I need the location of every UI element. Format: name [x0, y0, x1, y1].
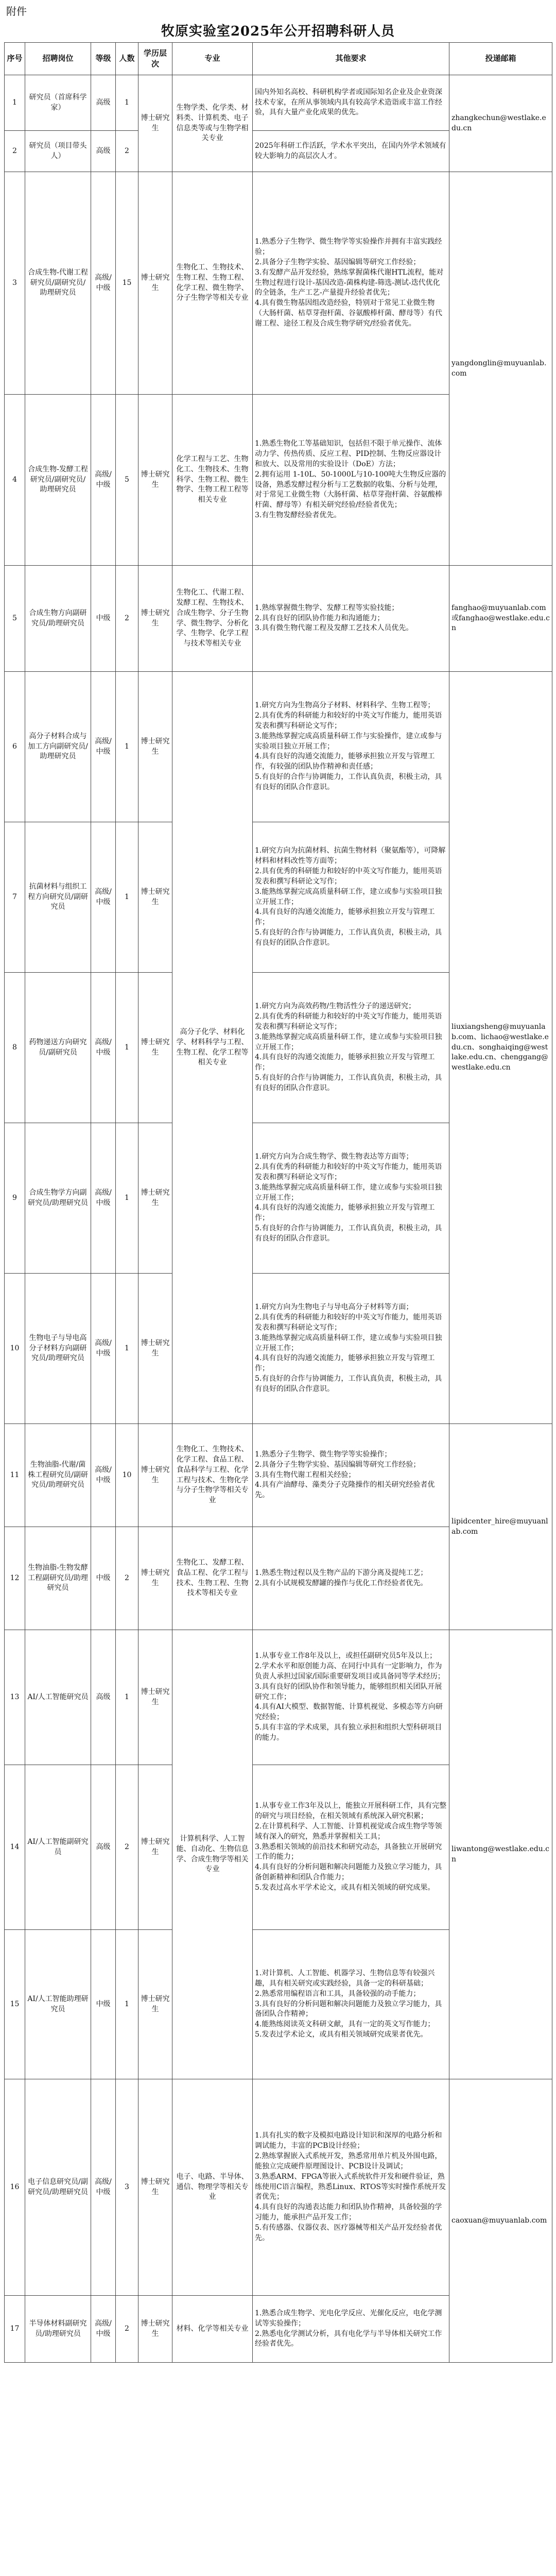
major: 高分子化学、材料化学、材料科学与工程、生物工程、化学工程等相关专业: [172, 672, 253, 1424]
header-cell: 招聘岗位: [25, 43, 91, 75]
requirement-item: 2.具有优秀的科研能力和较好的中英文写作能力，能用英语发表和撰写科研论文写作；: [255, 1012, 442, 1031]
education-level: 博士研究生: [138, 1765, 172, 1930]
post-count: 15: [116, 172, 138, 395]
requirements: 2025年科研工作活跃，学术水平突出，在国内外学术领域有较大影响力的高层次人才。: [253, 131, 449, 172]
education-level: 博士研究生: [138, 1930, 172, 2079]
requirement-item: 4.具有良好的沟通交流能力，能够承担独立开发与管理工作；: [255, 908, 435, 927]
row-number: 9: [5, 1123, 25, 1274]
requirement-item: 1.熟悉合成生物学、光电化学反应、光催化反应，电化学测试等实验操作；: [255, 2309, 442, 2328]
post-name: 半导体材料副研究员/助理研究员: [25, 2296, 91, 2363]
requirement-item: 1.对计算机、人工智能、机器学习、生物信息等有较强兴趣，具有相关研究或实践经验，具备一定的科研基础；: [255, 1969, 435, 1988]
row-number: 8: [5, 973, 25, 1123]
requirement-item: 4.具有微生物基因组改造经验，特别对于常见工业微生物（大肠杆菌、枯草芽孢杆菌、谷氨酸棒杆菌、酵母等）有代谢工程、途径工程及合成生物学研究/经验者优先。: [255, 299, 442, 328]
requirement-item: 1.熟练掌握微生物学、发酵工程等实验技能；: [255, 603, 399, 612]
requirement-item: 1.研究方向为生物电子与导电高分子材料等方面；: [255, 1303, 413, 1312]
row-number: 11: [5, 1424, 25, 1527]
requirement-item: 2.拥有运用 1-10L、50-1000L与10-100吨大生物反应器的设备，熟悉发酵过程分析与工艺数据的收集、分析与处理，对于常见工业微生物（大肠杆菌、枯草芽孢杆菌、谷氨酸棒杆菌、酵母等）有相关研究经验/经验者优先；: [255, 470, 446, 510]
requirement-item: 3.熟悉相关领域的前沿技术和研究动态，具备独立开展研究工作的能力；: [255, 1842, 442, 1861]
post-level: 高级/中级: [91, 2296, 116, 2363]
post-name: 合成生物-发酵工程研究员/副研究员/助理研究员: [25, 395, 91, 566]
requirement-item: 2.具有良好的团队协作能力和沟通能力；: [255, 614, 385, 622]
requirement-item: 2.具备分子生物学实验、基因编辑等研究工作经验；: [255, 1460, 421, 1469]
requirement-item: 4.能熟练阅读英文科研文献，具有一定的英文写作能力；: [255, 2020, 435, 2029]
requirement-item: 3.具有良好的分析问题和解决问题能力及独立学习能力，具备团队合作精神；: [255, 1999, 442, 2019]
requirement-item: 5.有良好的合作与协调能力，工作认真负责，积极主动，具有良好的团队合作意识。: [255, 1375, 442, 1394]
requirement-item: 4.具有产油酵母、藻类分子克隆操作的相关研究经验者优先。: [255, 1481, 435, 1500]
table-header-row: [5, 43, 552, 75]
requirement-item: 3.具有微生物代谢工程及发酵工艺技术人员优先。: [255, 624, 413, 633]
requirements: [253, 1527, 449, 1630]
requirement-item: 2.具有优秀的科研能力和较好的中英文写作能力，能用英语发表和撰写科研论文写作；: [255, 1313, 442, 1332]
header-cell: 学历层次: [138, 43, 172, 75]
requirements: [253, 2296, 449, 2363]
requirements: 国内外知名高校、科研机构学者或国际知名企业及企业资深技术专家，在所从事领域内具有较高学术造诣或丰富工作经验，具有大量产业化成果的优先。: [253, 75, 449, 131]
requirement-item: 2.熟悉常用编程语言和工具，具备较强的动手能力；: [255, 1989, 421, 1998]
post-level: 高级: [91, 131, 116, 172]
row-number: 17: [5, 2296, 25, 2363]
post-level: 中级: [91, 1527, 116, 1630]
major: 化学工程与工艺、生物化工、生物技术、生物科学、生物工程、微生物学、生物工程工程等相关专业: [172, 395, 253, 566]
recruitment-table: [4, 42, 552, 2363]
post-name: 生物油脂-代谢/菌株工程研究员/副研究员/助理研究员: [25, 1424, 91, 1527]
table-row: [5, 566, 552, 672]
table-row: [5, 672, 552, 822]
requirement-item: 3.能熟练掌握完成高质量科研工作，建立或参与实验项目独立开展工作；: [255, 1183, 442, 1202]
requirement-item: 1.熟悉分子生物学、微生物学等实验操作并拥有丰富实践经验；: [255, 238, 442, 256]
table-row: [5, 1424, 552, 1527]
header-cell: 其他要求: [253, 43, 449, 75]
requirement-item: 1.研究方向为高效药物/生物活性分子的递送研究；: [255, 1002, 416, 1011]
email[interactable]: zhangkechun@westlake.edu.cn: [449, 75, 552, 172]
email[interactable]: fanghao@muyuanlab.com或fanghao@westlake.edu.cn: [449, 566, 552, 672]
row-number: 1: [5, 75, 25, 131]
requirement-item: 3.有发酵产品开发经验，熟练掌握菌株代谢HTL流程，能对生物过程进行设计-基因改造-菌株构建-筛选-测试-迭代优化的全链条，生产工艺-产量提升经验者优先；: [255, 268, 444, 297]
post-count: 2: [116, 2296, 138, 2363]
education-level: 博士研究生: [138, 1274, 172, 1424]
post-level: 高级/中级: [91, 822, 116, 973]
post-count: 1: [116, 822, 138, 973]
requirements: [253, 1123, 449, 1274]
post-name: 研究员（首席科学家）: [25, 75, 91, 131]
requirement-item: 3.具有生物代谢工程相关经验；: [255, 1470, 356, 1479]
requirement-item: 2.学术水平和原创能力高、在同行中具有一定影响力，作为负责人承担过国家/国际重要研发项目或具备同等学术经历；: [255, 1662, 445, 1681]
post-level: 高级: [91, 1630, 116, 1765]
post-level: 高级/中级: [91, 2079, 116, 2296]
major: 生物化工、发酵工程、食品工程、化学工程与技术、生物工程、生物技术等相关专业: [172, 1527, 253, 1630]
row-number: 12: [5, 1527, 25, 1630]
requirement-item: 4.具有良好的沟通交流能力，能够承担独立开发与管理工作；: [255, 1053, 435, 1072]
requirement-item: 4.具有良好的沟通交流能力，能够承担独立开发与管理工作；: [255, 1204, 435, 1223]
requirements: [253, 1930, 449, 2079]
post-name: 研究员（项目带头人）: [25, 131, 91, 172]
major: 计算机科学、人工智能、自动化、生物信息学、合成生物学等相关专业: [172, 1630, 253, 2079]
header-cell: 专业: [172, 43, 253, 75]
post-name: 合成生物方向副研究员/助理研究员: [25, 566, 91, 672]
education-level: 博士研究生: [138, 566, 172, 672]
post-count: 2: [116, 1527, 138, 1630]
education-level: 博士研究生: [138, 672, 172, 822]
post-level: 高级/中级: [91, 973, 116, 1123]
post-name: 药物递送方向研究员/副研究员: [25, 973, 91, 1123]
requirement-item: 2.熟练掌握嵌入式系统开发，熟悉常用单片机及外围电路，能独立完成硬件原理图设计、PCB设计及调试；: [255, 2151, 442, 2171]
requirement-item: 1.具有扎实的数字及模拟电路设计知识和深厚的电路分析和调试能力，丰富的PCB设计经验；: [255, 2131, 442, 2150]
education-level: 博士研究生: [138, 1527, 172, 1630]
row-number: 15: [5, 1930, 25, 2079]
row-number: 4: [5, 395, 25, 566]
email[interactable]: lipidcenter_hire@muyuanlab.com: [449, 1424, 552, 1630]
requirement-item: 5.有良好的合作与协调能力，工作认真负责，积极主动，具有良好的团队合作意识。: [255, 773, 442, 792]
post-count: 1: [116, 1274, 138, 1424]
row-number: 3: [5, 172, 25, 395]
requirement-item: 5.有良好的合作与协调能力，工作认真负责，积极主动，具有良好的团队合作意识。: [255, 1074, 442, 1093]
post-name: 合成生物-代谢工程研究员/副研究员/助理研究员: [25, 172, 91, 395]
row-number: 5: [5, 566, 25, 672]
post-name: AI/人工智能助理研究员: [25, 1930, 91, 2079]
requirement-item: 1.熟悉生物过程以及生物产品的下游分离及提纯工艺；: [255, 1568, 428, 1577]
requirements: [253, 172, 449, 395]
requirement-item: 2.具备分子生物学实验、基因编辑等研究工作经验；: [255, 258, 421, 266]
post-count: 5: [116, 395, 138, 566]
row-number: 6: [5, 672, 25, 822]
requirement-item: 4.具有良好的分析问题和解决问题能力及独立学习能力，具备创新精神和团队合作能力；: [255, 1863, 442, 1882]
post-name: AI/人工智能研究员: [25, 1630, 91, 1765]
requirement-item: 2.具有小试规模发酵罐的操作与优化工作经验者优先。: [255, 1579, 428, 1587]
header-cell: 序号: [5, 43, 25, 75]
requirement-item: 3.具有良好的团队协作和领导能力，能够组织相关团队开展研究工作；: [255, 1682, 442, 1701]
education-level: 博士研究生: [138, 395, 172, 566]
post-count: 1: [116, 1930, 138, 2079]
requirement-item: 1.熟悉生物化工等基础知识，包括但不限于单元操作、流体动力学、传热传质、反应工程、PID控制、生物反应器设计和放大、以及常用的实验设计（DoE）方法；: [255, 439, 442, 468]
post-name: 电子信息研究员/副研究员/助理研究员: [25, 2079, 91, 2296]
major: 生物化工、代谢工程、发酵工程、生物技术、合成生物学、分子生物学、微生物学、分析化学、生物学、化学工程与技术等相关专业: [172, 566, 253, 672]
requirement-item: 3.熟悉ARM、FPGA等嵌入式系统软件开发和硬件验证，熟练使用C语言编程，熟悉Linux、RTOS等实时操作系统开发者优先；: [255, 2172, 446, 2201]
post-count: 1: [116, 973, 138, 1123]
requirements: [253, 672, 449, 822]
requirements: [253, 822, 449, 973]
post-level: 高级: [91, 75, 116, 131]
requirement-item: 2.在计算机科学、人工智能、计算机视觉或合成生物学等领域有深入的研究，熟悉并掌握相关工具；: [255, 1822, 442, 1841]
requirement-item: 3.能熟练掌握完成高质量科研工作，建立或参与实验项目独立开展工作；: [255, 1032, 442, 1052]
post-level: 高级/中级: [91, 1274, 116, 1424]
requirement-item: 3.能熟练掌握完成高质量科研工作，建立或参与实验项目独立开展工作；: [255, 887, 442, 906]
post-level: 高级: [91, 1765, 116, 1930]
education-level: 博士研究生: [138, 75, 172, 172]
post-level: 中级: [91, 1930, 116, 2079]
education-level: 博士研究生: [138, 1630, 172, 1765]
requirements: [253, 1765, 449, 1930]
table-row: [5, 75, 552, 131]
requirements: [253, 1274, 449, 1424]
post-name: 高分子材料合成与加工方向副研究员/助理研究员: [25, 672, 91, 822]
education-level: 博士研究生: [138, 1424, 172, 1527]
post-name: AI/人工智能副研究员: [25, 1765, 91, 1930]
requirement-item: 5.具有丰富的学术成果，具有独立承担和组织大型科研项目的能力。: [255, 1723, 442, 1742]
row-number: 7: [5, 822, 25, 973]
post-count: 2: [116, 131, 138, 172]
email[interactable]: liuxiangsheng@muyuanlab.com、lichao@westlake.edu.cn、songhaiqing@westlake.edu.cn、chenggang@westlake.edu.cn: [449, 672, 552, 1424]
post-count: 2: [116, 566, 138, 672]
post-count: 3: [116, 2079, 138, 2296]
requirement-item: 5.有良好的合作与协调能力，工作认真负责，积极主动，具有良好的团队合作意识。: [255, 1224, 442, 1243]
requirement-item: 2.具有优秀的科研能力和较好的中英文写作能力，能用英语发表和撰写科研论文写作；: [255, 1162, 442, 1181]
requirement-item: 2.熟悉电化学测试分析，具有电化学与半导体相关研究工作经验者优先。: [255, 2329, 442, 2348]
requirements: [253, 1424, 449, 1527]
requirement-item: 2.具有优秀的科研能力和较好的中英文写作能力，能用英语发表和撰写科研论文写作；: [255, 711, 442, 730]
table-row: [5, 1630, 552, 1765]
requirements: [253, 395, 449, 566]
post-name: 生物油脂-生物发酵工程副研究员/助理研究员: [25, 1527, 91, 1630]
requirements: [253, 1630, 449, 1765]
requirement-item: 4.具有良好的沟通交流能力，能够承担独立开发与管理工作，有较强的团队协作精神和责任感；: [255, 752, 435, 771]
requirement-item: 4.具有良好的沟通表达能力和团队协作精神，具备较强的学习能力，能承担产品开发工作；: [255, 2203, 442, 2222]
row-number: 2: [5, 131, 25, 172]
education-level: 博士研究生: [138, 822, 172, 973]
education-level: 博士研究生: [138, 2296, 172, 2363]
major: 电子、电路、半导体、通信、物理学等相关专业: [172, 2079, 253, 2296]
row-number: 16: [5, 2079, 25, 2296]
post-level: 高级/中级: [91, 395, 116, 566]
requirement-item: 3.能熟练掌握完成高质量科研工作与实验操作，建立或参与实验项目独立开展工作；: [255, 732, 442, 751]
education-level: 博士研究生: [138, 973, 172, 1123]
requirements: [253, 2079, 449, 2296]
post-level: 中级: [91, 566, 116, 672]
requirements: [253, 973, 449, 1123]
header-cell: 人数: [116, 43, 138, 75]
requirement-item: 5.有良好的合作与协调能力，工作认真负责，积极主动，具有良好的团队合作意识。: [255, 928, 442, 947]
requirement-item: 5.发表过高水平学术论文，或具有相关领域的研究成果。: [255, 1884, 435, 1892]
post-count: 10: [116, 1424, 138, 1527]
header-cell: 等级: [91, 43, 116, 75]
table-row: [5, 2079, 552, 2296]
requirement-item: 1.研究方向为抗菌材料、抗菌生物材料（聚氨酯等），可降解材料和材料改性等方面等；: [255, 846, 446, 865]
post-count: 1: [116, 75, 138, 131]
post-count: 1: [116, 672, 138, 822]
requirement-item: 4.具有AI大模型、数据智能、计算机视觉、多模态等方向研究经验；: [255, 1703, 443, 1722]
education-level: 博士研究生: [138, 1123, 172, 1274]
post-level: 高级/中级: [91, 1123, 116, 1274]
row-number: 10: [5, 1274, 25, 1424]
row-number: 14: [5, 1765, 25, 1930]
requirement-item: 4.具有良好的沟通交流能力，能够承担独立开发与管理工作；: [255, 1354, 435, 1373]
requirement-item: 1.从事专业工作3年及以上，能独立开展科研工作，具有完整的研究与项目经验，在相关领域有系统深入研究积累；: [255, 1802, 447, 1820]
post-name: 合成生物学方向副研究员/助理研究员: [25, 1123, 91, 1274]
table-row: [5, 172, 552, 395]
education-level: 博士研究生: [138, 2079, 172, 2296]
email[interactable]: yangdonglin@muyuanlab.com: [449, 172, 552, 566]
post-level: 高级/中级: [91, 672, 116, 822]
education-level: 博士研究生: [138, 172, 172, 395]
post-count: 1: [116, 1123, 138, 1274]
post-name: 生物电子与导电高分子材料方向副研究员/助理研究员: [25, 1274, 91, 1424]
requirement-item: 1.从事专业工作8年及以上，或担任副研究员5年及以上；: [255, 1652, 437, 1660]
requirement-item: 1.研究方向为合成生物学、微生物表达等方面等；: [255, 1153, 413, 1161]
requirement-item: 3.能熟练掌握完成高质量科研工作，建立或参与实验项目独立开展工作；: [255, 1333, 442, 1352]
page-title: 牧原实验室2025年公开招聘科研人员: [161, 24, 395, 39]
major: 生物学类、化学类、材料类、计算机类、电子信息类等或与生物学相关专业: [172, 75, 253, 172]
requirement-item: 2.具有优秀的科研能力和较好的中英文写作能力，能用英语发表和撰写科研论文写作；: [255, 867, 442, 886]
requirement-item: 1.研究方向为生物高分子材料、材料科学、生物工程等；: [255, 701, 435, 710]
major: 生物化工、生物技术、化学工程、食品工程、食品科学与工程、化学工程与技术、生物化学与分子生物学等相关专业: [172, 1424, 253, 1527]
row-number: 13: [5, 1630, 25, 1765]
requirement-item: 5.发表过学术论文，或具有相关领域研究成果者优先。: [255, 2030, 428, 2039]
post-count: 2: [116, 1765, 138, 1930]
requirement-item: 3.有生物发酵经验者优先。: [255, 511, 341, 520]
post-level: 高级/中级: [91, 172, 116, 395]
post-count: 1: [116, 1630, 138, 1765]
post-level: 高级/中级: [91, 1424, 116, 1527]
requirement-item: 5.有传感器、仪器仪表、医疗器械等相关产品开发经验者优先。: [255, 2224, 442, 2242]
email[interactable]: caoxuan@muyuanlab.com: [449, 2079, 552, 2363]
requirements: [253, 566, 449, 672]
post-name: 抗菌材料与组织工程方向研究员/副研究员: [25, 822, 91, 973]
major: 材料、化学等相关专业: [172, 2296, 253, 2363]
header-cell: 投递邮箱: [449, 43, 552, 75]
requirement-item: 1.熟悉分子生物学、微生物学等实验操作；: [255, 1450, 392, 1459]
email[interactable]: liwantong@westlake.edu.cn: [449, 1630, 552, 2079]
major: 生物化工、生物技术、生物工程、生物工程、化学工程、微生物学、分子生物学等相关专业: [172, 172, 253, 395]
appendix-label: 附件: [6, 5, 27, 18]
